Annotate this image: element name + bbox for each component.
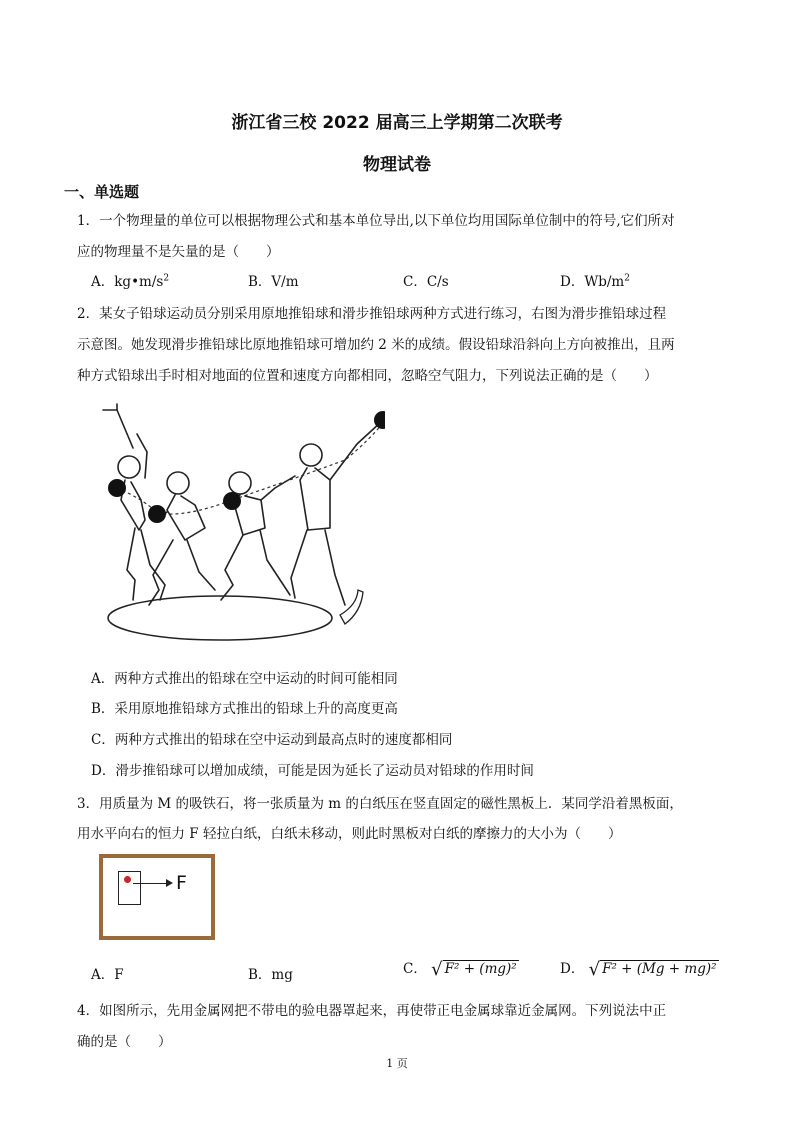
shot-ball-2 xyxy=(148,505,166,523)
q4-stem-line2: 确的是（ ） xyxy=(77,1034,172,1050)
page-subtitle: 物理试卷 xyxy=(363,155,431,175)
shot-ball-1 xyxy=(108,479,126,497)
q1-stem-line2: 应的物理量不是矢量的是（ ） xyxy=(77,244,280,260)
sqrt-icon: √ xyxy=(588,959,601,980)
q3-stem-line2: 用水平向右的恒力 F 轻拉白纸，白纸未移动，则此时黑板对白纸的摩擦力的大小为（ ） xyxy=(77,826,622,842)
q2-stem-line3: 种方式铅球出手时相对地面的位置和速度方向都相同，忽略空气阻力，下列说法正确的是（ ） xyxy=(77,368,658,384)
q2-option-d: D．滑步推铅球可以增加成绩，可能是因为延长了运动员对铅球的作用时间 xyxy=(91,763,534,779)
q3-option-d: D． √ F² + (Mg + mg)² xyxy=(560,959,717,980)
q1-option-a: A．$kg•m/s^2$ xyxy=(91,273,170,290)
q3-option-a: A．F xyxy=(91,967,124,983)
magnet-icon xyxy=(124,876,131,883)
section-heading: 一、单选题 xyxy=(64,183,140,201)
athlete-4 xyxy=(291,422,381,605)
q3-option-c: C． √ F² + (mg)² xyxy=(403,959,517,980)
q2-option-b: B．采用原地推铅球方式推出的铅球上升的高度更高 xyxy=(91,701,398,717)
page-title: 浙江省三校 2022 届高三上学期第二次联考 xyxy=(231,113,563,133)
q2-option-c: C．两种方式推出的铅球在空中运动到最高点时的速度都相同 xyxy=(91,732,453,748)
athlete-2 xyxy=(149,472,215,605)
arrow-head-icon xyxy=(166,879,173,887)
q1-option-d: D．$Wb/m^2$ xyxy=(560,273,630,290)
shot-ball-3 xyxy=(223,492,241,510)
force-label: F xyxy=(176,872,187,894)
blackboard-figure xyxy=(99,854,215,940)
q1-option-c: C．C/s xyxy=(403,274,449,290)
sqrt-icon: √ xyxy=(431,959,443,980)
q2-option-a: A．两种方式推出的铅球在空中运动的时间可能相同 xyxy=(91,671,398,687)
shot-put-figure xyxy=(95,400,385,645)
q1-option-b: B．V/m xyxy=(248,274,299,290)
q2-stem-line2: 示意图。她发现滑步推铅球比原地推铅球可增加约 2 米的成绩。假设铅球沿斜向上方向被推出，且两 xyxy=(77,337,675,353)
force-arrow xyxy=(133,883,168,884)
q4-stem-line1: 4．如图所示，先用金属网把不带电的验电器罩起来，再使带正电金属球靠近金属网。下列说法中正 xyxy=(77,1003,667,1019)
q2-stem-line1: 2．某女子铅球运动员分别采用原地推铅球和滑步推铅球两种方式进行练习，右图为滑步推铅球过程 xyxy=(77,306,667,322)
page-number: 1 页 xyxy=(386,1057,408,1070)
q1-stem-line1: 1．一个物理量的单位可以根据物理公式和基本单位导出,以下单位均用国际单位制中的符号,它们所对 xyxy=(77,213,675,229)
q3-option-b: B．mg xyxy=(248,967,293,983)
q3-stem-line1: 3．用质量为 M 的吸铁石，将一张质量为 m 的白纸压在竖直固定的磁性黑板上．某同学沿着黑板面， xyxy=(77,796,683,812)
